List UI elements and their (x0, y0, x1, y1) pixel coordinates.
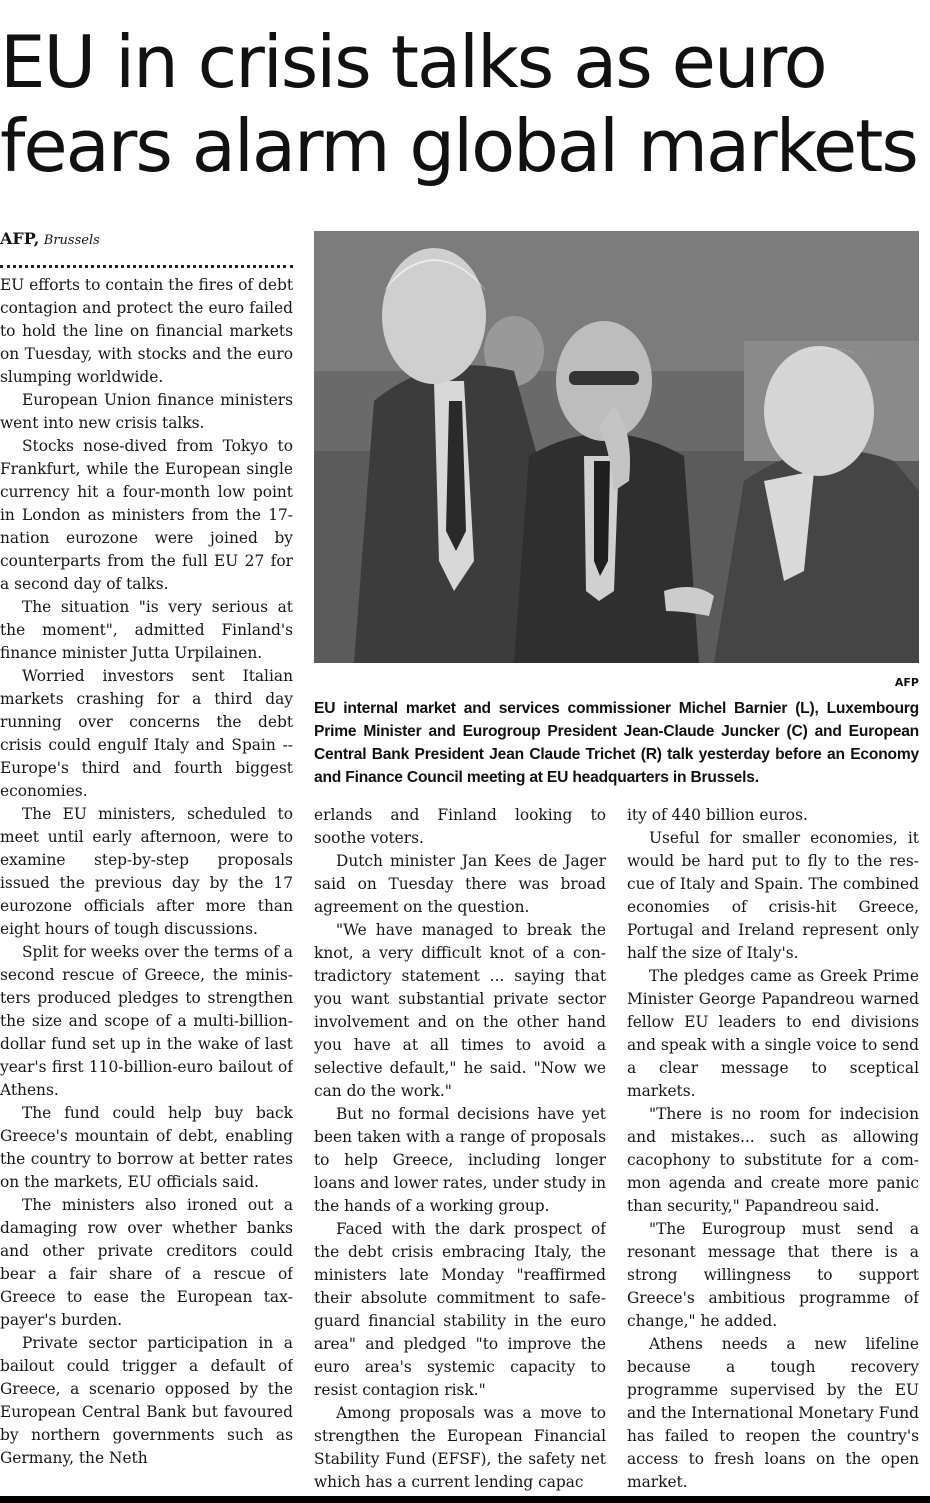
paragraph: Split for weeks over the terms of a second rescue of Greece, the ministers produced pledges to strengthen the size and scope of a multi-billion-dollar fund set up in the wake of last year's first 110-billion-euro bailout of Athens. (0, 943, 293, 1099)
byline-divider (0, 265, 293, 268)
paragraph: The ministers also ironed out a damaging row over whether banks and other private creditors could bear a fair share of a rescue of Greece to ease the European taxpayer's burden. (0, 1196, 293, 1329)
headline-line-2: fears alarm global markets (0, 104, 917, 188)
paragraph: "We have managed to break the knot, a very difficult knot of a contradictory statement ... saying that you want substantial private sector involvement and on the other hand you have at all times to avoid a selective default," he said. "Now we can do the work." (314, 921, 606, 1100)
paragraph: But no formal decisions have yet been taken with a range of proposals to help Greece, including longer loans and lower rates, under study in the hands of a working group. (314, 1105, 606, 1215)
paragraph: Among proposals was a move to strengthen the European Financial Stability Fund (EFSF), the safety net which has a current lending capac (314, 1404, 606, 1491)
paragraph: Worried investors sent Italian markets crashing for a third day running over concerns the debt crisis could engulf Italy and Spain -- Europe's third and fourth biggest economies. (0, 667, 293, 800)
paragraph: European Union finance ministers went into new crisis talks. (0, 391, 293, 432)
paragraph: Stocks nose-dived from Tokyo to Frankfurt, while the European single currency hit a four-month low point in London as ministers from the 17-nation eurozone were joined by counterparts from the full EU 27 for a second day of talks. (0, 437, 293, 593)
headline (0, 20, 930, 188)
paragraph: ity of 440 billion euros. (627, 806, 808, 824)
photo-caption: EU internal market and services commissioner Michel Barnier (L), Luxembourg Prime Minister and Eurogroup President Jean-Claude Juncker (C) and European Central Bank President Jean Claude Trichet (R) talk yesterday before an Economy and Finance Council meeting at EU headquarters in Brussels. (314, 700, 919, 786)
page-bottom-rule (0, 1496, 930, 1503)
paragraph: "There is no room for indecision and mistakes... such as allowing cacophony to substitute for a common agenda and create more panic than security," Papandreou said. (627, 1105, 919, 1215)
paragraph: "The Eurogroup must send a resonant message that there is a strong willingness to support Greece's ambitious programme of change," he added. (627, 1220, 919, 1330)
paragraph: Private sector participation in a bailout could trigger a default of Greece, a scenario opposed by the European Central Bank but favoured by northern governments such as Germany, the Neth (0, 1334, 293, 1467)
paragraph: Faced with the dark prospect of the debt crisis embracing Italy, the ministers late Monday "reaffirmed their absolute commitment to safeguard financial stability in the euro area" and pledged "to improve the euro area's systemic capacity to resist contagion risk." (314, 1220, 606, 1399)
paragraph: Dutch minister Jan Kees de Jager said on Tuesday there was broad agreement on the question. (314, 852, 606, 916)
paragraph: The situation "is very serious at the moment", admitted Finland's finance minister Jutta Urpilainen. (0, 598, 293, 662)
paragraph: Useful for smaller economies, it would be hard put to fly to the rescue of Italy and Spain. The combined economies of crisis-hit Greece, Portugal and Ireland represent only half the size of Italy's. (627, 829, 919, 962)
headline-line-1: EU in crisis talks as euro (0, 20, 826, 104)
paragraph: The fund could help buy back Greece's mountain of debt, enabling the country to borrow at better rates on the markets, EU officials said. (0, 1104, 293, 1191)
news-photo-illustration (314, 231, 919, 663)
paragraph: Athens needs a new lifeline because a tough recovery programme supervised by the EU and the International Monetary Fund has failed to reopen the country's access to fresh loans on the open market. (627, 1335, 919, 1491)
paragraph: erlands and Finland looking to soothe voters. (314, 806, 606, 847)
byline (0, 230, 293, 250)
paragraph: EU efforts to contain the fires of debt contagion and protect the euro failed to hold the line on financial markets on Tuesday, with stocks and the euro slumping worldwide. (0, 276, 293, 386)
news-photo (314, 231, 919, 663)
article-column-2 (314, 804, 606, 1500)
photo-credit: AFP (894, 676, 919, 689)
byline-agency: AFP, (0, 229, 40, 248)
paragraph: The pledges came as Greek Prime Minister George Papandreou warned fellow EU leaders to end divisions and speak with a single voice to send a clear message to sceptical markets. (627, 967, 919, 1100)
paragraph: The EU ministers, scheduled to meet until early afternoon, were to examine step-by-step proposals issued the previous day by the 17 eurozone officials after more than eight hours of tough discussions. (0, 805, 293, 938)
article-column-1 (0, 274, 293, 1500)
article-column-3 (627, 804, 919, 1500)
byline-place: Brussels (43, 233, 100, 248)
